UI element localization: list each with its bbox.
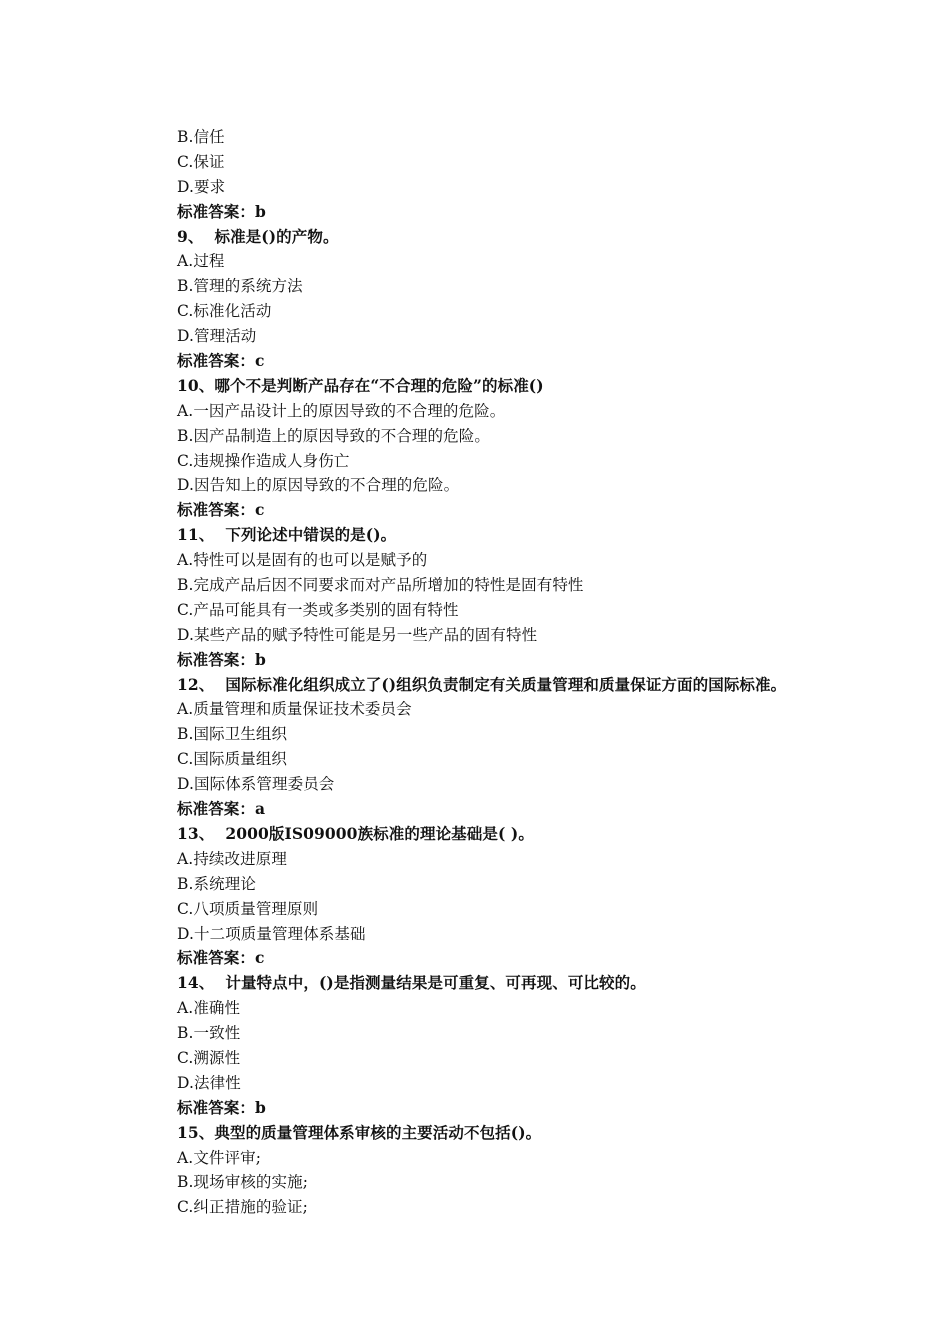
answer-line: 标准答案：c (177, 948, 265, 968)
question-line: 10、哪个不是判断产品存在“不合理的危险”的标准() (177, 375, 544, 395)
option-line: B.信任 (177, 128, 225, 146)
option-line: B.一致性 (177, 1024, 241, 1043)
answer-line: 标准答案：b (177, 1097, 266, 1117)
option-line: C.违规操作造成人身伤亡 (177, 451, 350, 470)
option-line: C.标准化活动 (177, 302, 272, 321)
option-line: C.溯源性 (177, 1048, 241, 1067)
question-line: 11、 下列论述中错误的是()。 (177, 525, 397, 545)
option-line: A.特性可以是固有的也可以是赋予的 (177, 551, 428, 570)
option-line: B.国际卫生组织 (177, 725, 288, 744)
option-line: C.保证 (177, 152, 225, 171)
option-line: D.十二项质量管理体系基础 (177, 924, 366, 943)
document-body (177, 125, 917, 1220)
option-line: B.管理的系统方法 (177, 277, 303, 296)
option-line: D.因告知上的原因导致的不合理的危险。 (177, 476, 460, 495)
option-line: A.质量管理和质量保证技术委员会 (177, 700, 412, 719)
option-line: A.一因产品设计上的原因导致的不合理的危险。 (177, 401, 506, 420)
option-line: A.持续改进原理 (177, 849, 287, 868)
option-line: B.完成产品后因不同要求而对产品所增加的特性是固有特性 (177, 576, 584, 595)
question-line: 9、 标准是()的产物。 (177, 226, 339, 246)
option-line: C.产品可能具有一类或多类别的固有特性 (177, 600, 459, 619)
question-line: 13、 2000版IS09000族标准的理论基础是( )。 (177, 823, 534, 843)
option-line: B.因产品制造上的原因导致的不合理的危险。 (177, 426, 490, 445)
answer-line: 标准答案：a (177, 799, 266, 819)
answer-line: 标准答案：b (177, 201, 266, 221)
option-line: B.现场审核的实施; (177, 1173, 309, 1192)
option-line: D.法律性 (177, 1073, 241, 1092)
option-line: C.国际质量组织 (177, 750, 288, 769)
option-line: A.文件评审; (177, 1148, 262, 1167)
option-line: A.准确性 (177, 999, 241, 1018)
option-line: D.要求 (177, 177, 226, 196)
option-line: B.系统理论 (177, 874, 256, 893)
question-line: 15、典型的质量管理体系审核的主要活动不包括()。 (177, 1122, 542, 1142)
option-line: A.过程 (177, 252, 225, 271)
option-line: D.某些产品的赋予特性可能是另一些产品的固有特性 (177, 625, 538, 644)
question-line: 14、 计量特点中，()是指测量结果是可重复、可再现、可比较的。 (177, 973, 646, 993)
answer-line: 标准答案：b (177, 649, 266, 669)
option-line: C.纠正措施的验证; (177, 1198, 308, 1217)
answer-line: 标准答案：c (177, 351, 265, 371)
question-line: 12、 国际标准化组织成立了()组织负责制定有关质量管理和质量保证方面的国际标准。 (177, 674, 787, 694)
answer-line: 标准答案：c (177, 500, 265, 520)
option-line: D.管理活动 (177, 327, 257, 346)
option-line: C.八项质量管理原则 (177, 899, 319, 918)
option-line: D.国际体系管理委员会 (177, 775, 335, 794)
